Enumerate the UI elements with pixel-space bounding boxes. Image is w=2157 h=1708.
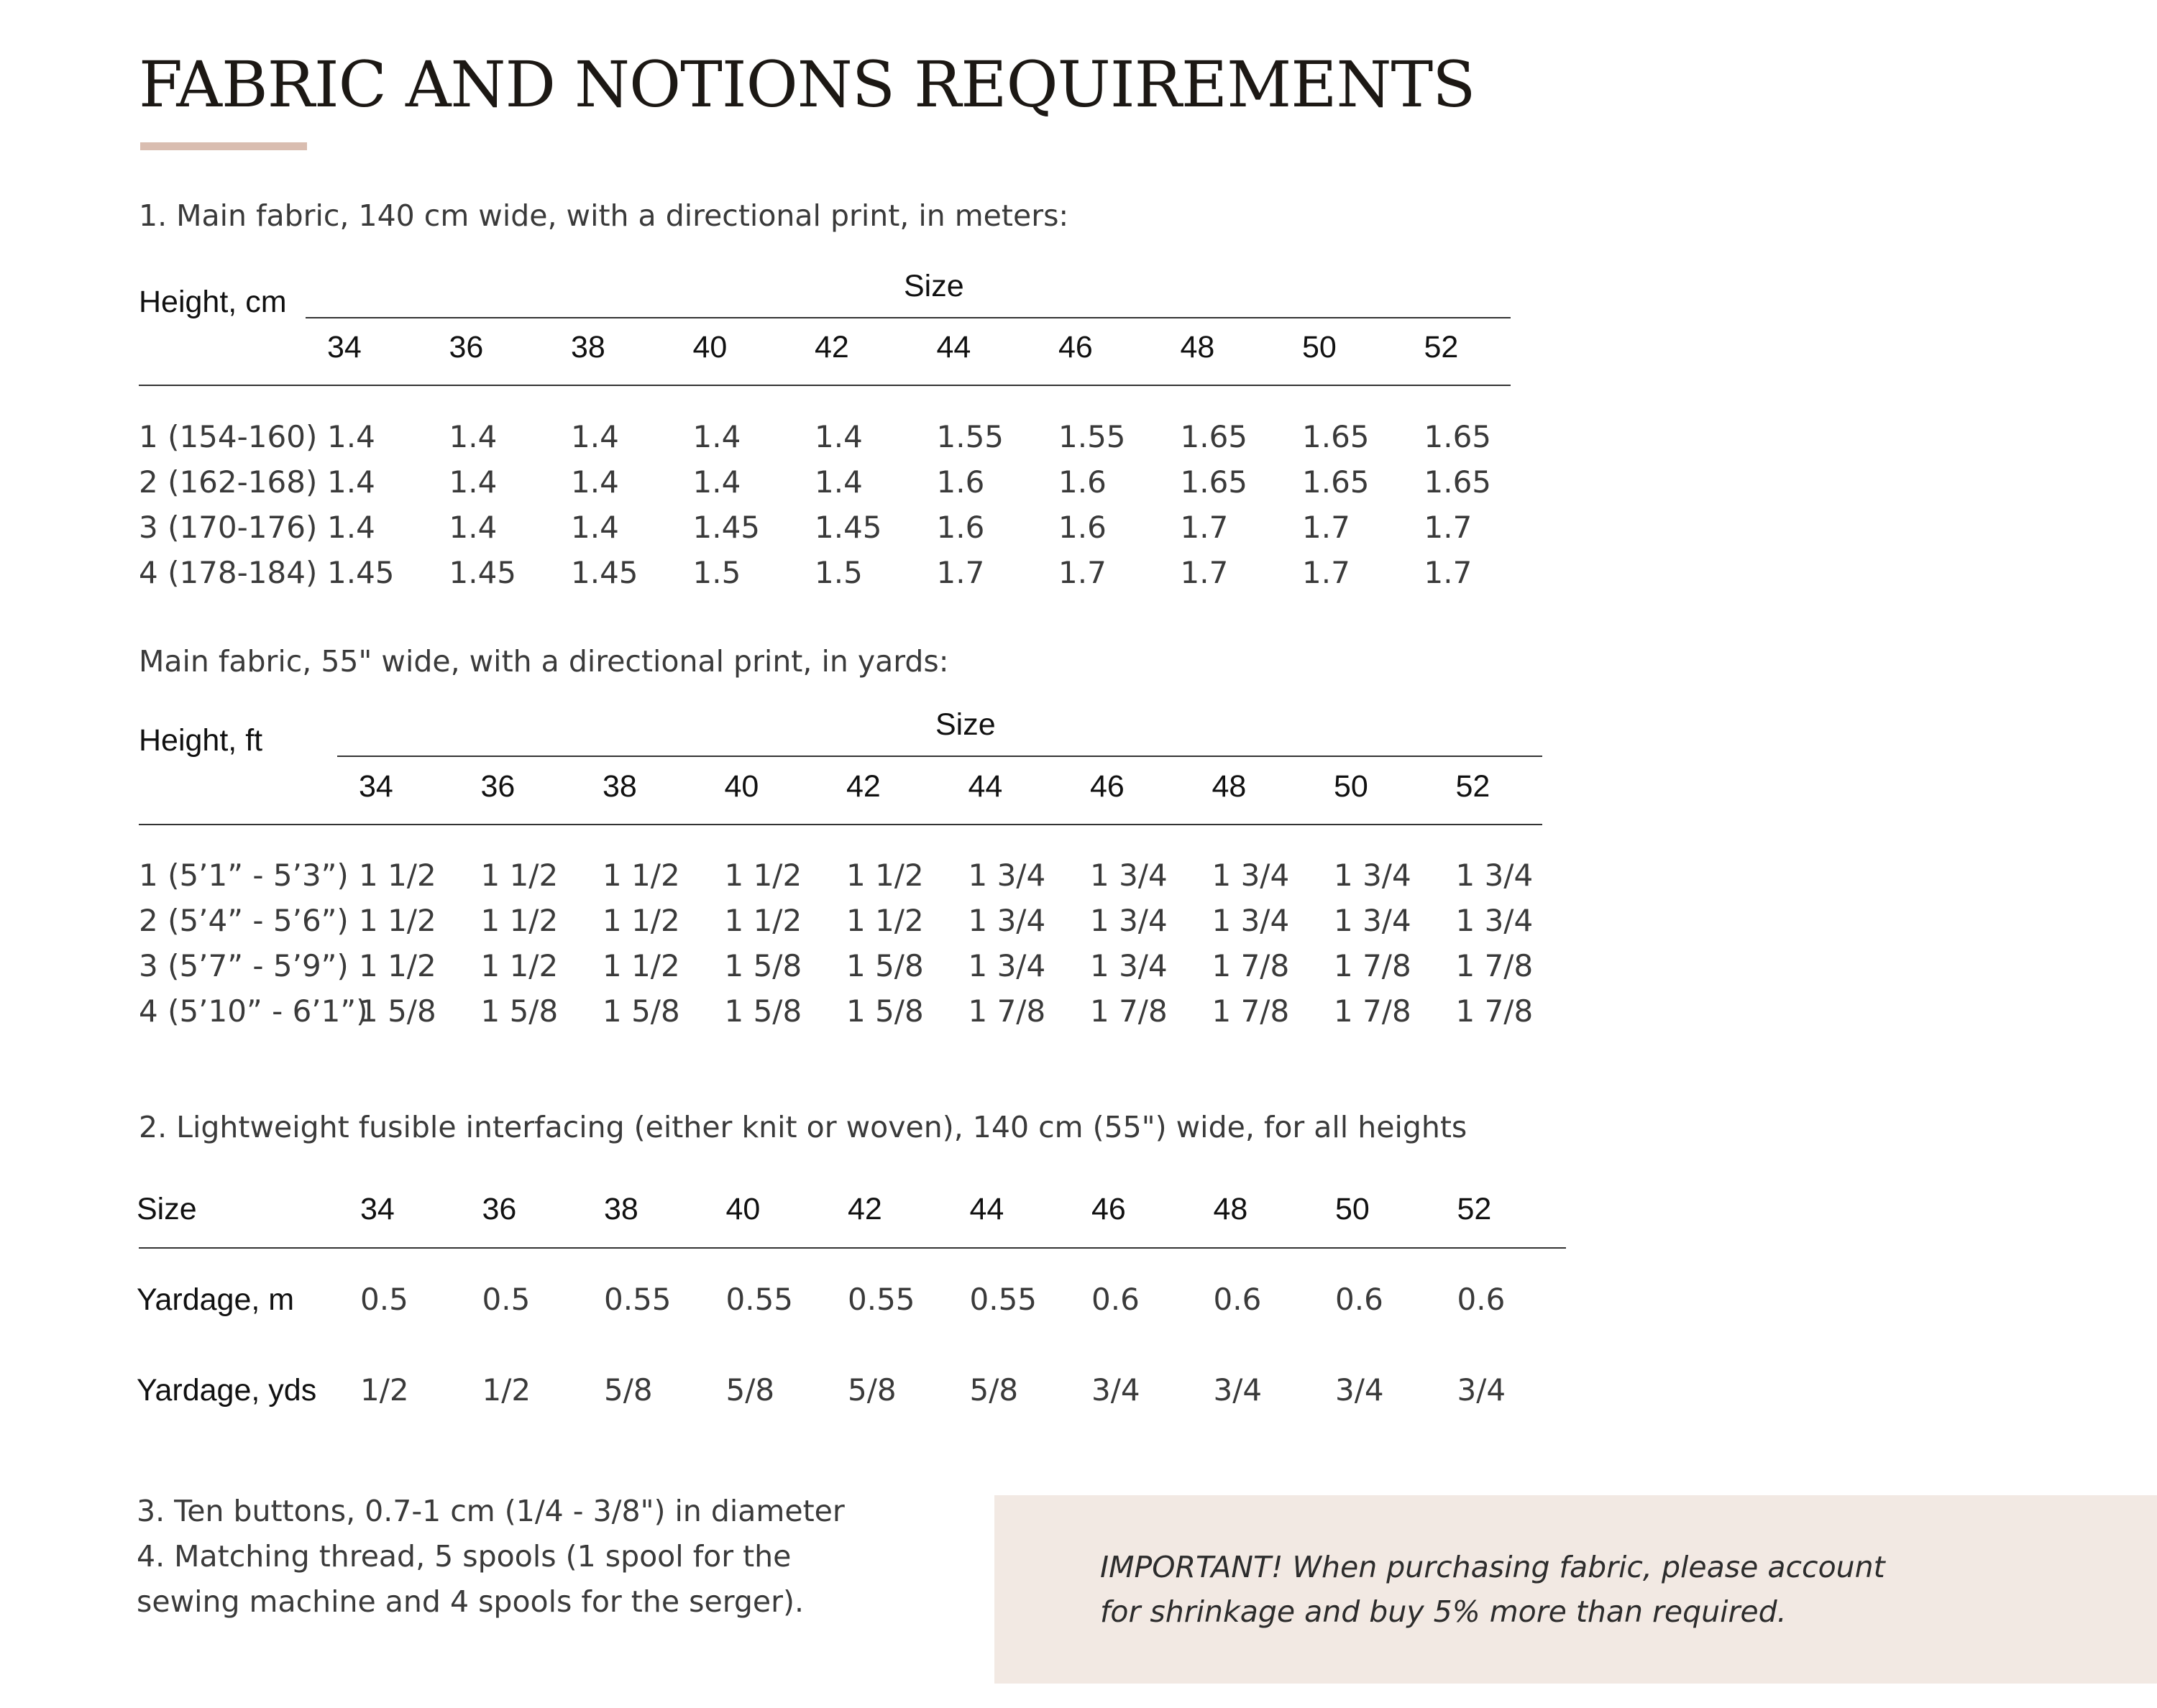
section1b-size-40: 40 [724, 769, 759, 804]
section1-table-cell: 1.65 [1302, 464, 1370, 500]
section1b-size-header: Size [935, 707, 996, 742]
section1b-row-label: 3 (5’7” - 5’9”) [139, 948, 349, 983]
section2-size-48: 48 [1213, 1192, 1248, 1226]
section2-table-cell: 0.55 [725, 1282, 794, 1317]
section2-table-cell: 0.55 [848, 1282, 915, 1317]
section1b-table-cell: 1 7/8 [1455, 948, 1534, 983]
section1b-table-cell: 1 1/2 [359, 858, 436, 893]
section2-size-42: 42 [848, 1192, 882, 1226]
section2-header-rule [139, 1247, 1566, 1249]
section1b-size-48: 48 [1212, 769, 1247, 804]
section1-table-cell: 1.4 [327, 419, 375, 454]
important-note-box [994, 1495, 2157, 1684]
section2-table-cell: 3/4 [1213, 1372, 1263, 1408]
notion-buttons: 3. Ten buttons, 0.7-1 cm (1/4 - 3/8") in diameter [137, 1494, 845, 1528]
section1-size-34: 34 [327, 330, 362, 364]
section1-row-header: Height, cm [139, 285, 287, 319]
section1b-table-cell: 1 5/8 [846, 948, 924, 983]
section1b-table-cell: 1 3/4 [1212, 858, 1290, 893]
section1-table-cell: 1.5 [692, 555, 741, 590]
section2-size-38: 38 [604, 1192, 638, 1226]
section1b-table-cell: 1 5/8 [724, 948, 802, 983]
section1b-table-cell: 1 3/4 [968, 903, 1046, 938]
section1b-table-cell: 1 1/2 [359, 903, 436, 938]
section1b-table-cell: 1 7/8 [1455, 993, 1534, 1029]
section1b-table-cell: 1 7/8 [1212, 948, 1290, 983]
section2-size-36: 36 [482, 1192, 517, 1226]
section1b-size-46: 46 [1090, 769, 1125, 804]
section1-table-cell: 1.7 [1180, 555, 1229, 590]
section1-table-cell: 1.7 [1302, 555, 1350, 590]
section1b-table-cell: 1 1/2 [603, 903, 680, 938]
section2-table-cell: 1/2 [360, 1372, 409, 1408]
section1-size-52: 52 [1424, 330, 1459, 364]
section1b-table-cell: 1 1/2 [480, 903, 559, 938]
section1-table-cell: 1.65 [1180, 464, 1248, 500]
section2-table-cell: 0.6 [1457, 1282, 1506, 1317]
section1b-table-cell: 1 7/8 [1090, 993, 1168, 1029]
section1b-table-cell: 1 3/4 [1334, 858, 1411, 893]
section1-row-label: 3 (170-176) [139, 510, 318, 545]
section1-table-cell: 1.4 [449, 510, 498, 545]
section2-size-44: 44 [969, 1192, 1004, 1226]
section1-table-cell: 1.7 [1302, 510, 1350, 545]
section1b-table-cell: 1 7/8 [1334, 993, 1411, 1029]
section1b-table-cell: 1 1/2 [480, 858, 559, 893]
section2-size-34: 34 [360, 1192, 395, 1226]
section1-table-cell: 1.55 [936, 419, 1004, 454]
section2-table-cell: 3/4 [1457, 1372, 1506, 1408]
section1-row-label: 4 (178-184) [139, 555, 318, 590]
section1-table-cell: 1.45 [327, 555, 395, 590]
section1-size-38: 38 [571, 330, 605, 364]
section1-table-cell: 1.6 [936, 510, 985, 545]
section1-table-cell: 1.5 [815, 555, 863, 590]
section1-table-cell: 1.6 [1058, 510, 1107, 545]
section1-table-cell: 1.4 [571, 464, 619, 500]
section1b-table-cell: 1 3/4 [1212, 903, 1290, 938]
section2-table-cell: 0.6 [1091, 1282, 1140, 1317]
important-line1-text: When purchasing fabric, please account [1283, 1550, 1885, 1584]
section1-size-40: 40 [692, 330, 728, 364]
section2-table-cell: 0.55 [969, 1282, 1038, 1317]
section2-caption: 2. Lightweight fusible interfacing (either knit or woven), 140 cm (55") wide, for all heights [139, 1110, 1467, 1144]
section1b-table-cell: 1 1/2 [603, 948, 680, 983]
section1b-size-44: 44 [968, 769, 1003, 804]
section2-row-label: Yardage, m [137, 1282, 295, 1317]
section1-table-cell: 1.45 [571, 555, 638, 590]
title-accent-bar [140, 142, 307, 150]
section2-table-cell: 0.55 [604, 1282, 672, 1317]
section1b-row-label: 4 (5’10” - 6’1”) [139, 993, 368, 1029]
section2-table-cell: 1/2 [482, 1372, 531, 1408]
section2-table-cell: 5/8 [725, 1372, 775, 1408]
page-title: FABRIC AND NOTIONS REQUIREMENTS [139, 47, 1475, 121]
section1b-size-36: 36 [480, 769, 516, 804]
section1b-table-cell: 1 1/2 [724, 903, 802, 938]
section1b-table-cell: 1 3/4 [1090, 948, 1168, 983]
section1-table-cell: 1.65 [1180, 419, 1248, 454]
section2-size-50: 50 [1335, 1192, 1370, 1226]
section1-size-48: 48 [1180, 330, 1215, 364]
section1b-size-52: 52 [1455, 769, 1490, 804]
notion-thread-line2: sewing machine and 4 spools for the serger). [137, 1584, 804, 1619]
section1-table-cell: 1.55 [1058, 419, 1126, 454]
section1-table-cell: 1.45 [692, 510, 761, 545]
section2-table-cell: 0.6 [1335, 1282, 1383, 1317]
section1b-table-cell: 1 5/8 [846, 993, 924, 1029]
section1b-table-cell: 1 3/4 [1090, 858, 1168, 893]
section1b-table-cell: 1 1/2 [359, 948, 436, 983]
section1-table-cell: 1.7 [1424, 510, 1473, 545]
section1-table-cell: 1.4 [327, 464, 375, 500]
section1b-size-34: 34 [359, 769, 393, 804]
section1b-table-cell: 1 7/8 [968, 993, 1046, 1029]
section1-table-cell: 1.4 [449, 419, 498, 454]
important-note-line1 [1100, 1546, 1885, 1589]
section1b-size-50: 50 [1334, 769, 1368, 804]
section1-size-44: 44 [936, 330, 971, 364]
section2-table-cell: 0.6 [1213, 1282, 1262, 1317]
section1-row-label: 1 (154-160) [139, 419, 318, 454]
section1-table-cell: 1.4 [571, 510, 619, 545]
section1-table-cell: 1.45 [449, 555, 517, 590]
section1b-table-cell: 1 1/2 [846, 903, 924, 938]
section1b-table-cell: 1 1/2 [480, 948, 559, 983]
section1-table-cell: 1.65 [1424, 419, 1492, 454]
section1b-table-cell: 1 1/2 [846, 858, 924, 893]
section1b-row-label: 2 (5’4” - 5’6”) [139, 903, 349, 938]
section1-header-rule [139, 385, 1511, 386]
important-note-line2: for shrinkage and buy 5% more than required. [1100, 1594, 1787, 1629]
section1b-table-cell: 1 5/8 [724, 993, 802, 1029]
section1-size-36: 36 [449, 330, 484, 364]
section1b-caption: Main fabric, 55" wide, with a directional print, in yards: [139, 644, 949, 679]
section1b-table-cell: 1 1/2 [603, 858, 680, 893]
section1-table-cell: 1.4 [692, 464, 741, 500]
section2-table-cell: 3/4 [1091, 1372, 1140, 1408]
section1b-table-cell: 1 5/8 [603, 993, 680, 1029]
section1-size-46: 46 [1058, 330, 1093, 364]
section1b-header-rule [139, 824, 1542, 825]
section1-row-label: 2 (162-168) [139, 464, 318, 500]
section1b-table-cell: 1 3/4 [968, 858, 1046, 893]
section1-table-cell: 1.7 [936, 555, 985, 590]
section1-table-cell: 1.6 [936, 464, 985, 500]
section2-table-cell: 5/8 [604, 1372, 653, 1408]
section1-size-header: Size [904, 269, 964, 303]
section1-table-cell: 1.65 [1424, 464, 1492, 500]
section2-size-52: 52 [1457, 1192, 1492, 1226]
section1-size-50: 50 [1302, 330, 1337, 364]
section2-size-46: 46 [1091, 1192, 1126, 1226]
section2-table-cell: 0.5 [482, 1282, 531, 1317]
section2-size-header: Size [137, 1192, 197, 1226]
important-label: IMPORTANT! [1100, 1550, 1283, 1584]
section1b-row-label: 1 (5’1” - 5’3”) [139, 858, 349, 893]
section1-table-cell: 1.6 [1058, 464, 1107, 500]
section1b-size-42: 42 [846, 769, 881, 804]
section1b-table-cell: 1 3/4 [1334, 903, 1411, 938]
section1b-table-cell: 1 7/8 [1212, 993, 1290, 1029]
section1-size-42: 42 [815, 330, 849, 364]
section1-table-cell: 1.7 [1180, 510, 1229, 545]
section2-size-40: 40 [725, 1192, 761, 1226]
section1b-table-cell: 1 3/4 [1455, 858, 1534, 893]
section1-table-cell: 1.65 [1302, 419, 1370, 454]
section1b-table-cell: 1 5/8 [359, 993, 436, 1029]
section2-row-label: Yardage, yds [137, 1373, 317, 1408]
section1b-size-38: 38 [603, 769, 637, 804]
section1b-size-rule [337, 756, 1542, 757]
section1-table-cell: 1.4 [327, 510, 375, 545]
section1-table-cell: 1.45 [815, 510, 882, 545]
section1b-table-cell: 1 7/8 [1334, 948, 1411, 983]
section1-caption: 1. Main fabric, 140 cm wide, with a directional print, in meters: [139, 198, 1069, 233]
section1b-row-header: Height, ft [139, 723, 263, 758]
section1b-table-cell: 1 3/4 [1455, 903, 1534, 938]
section1-table-cell: 1.4 [815, 419, 863, 454]
section2-table-cell: 5/8 [969, 1372, 1019, 1408]
section1-table-cell: 1.4 [692, 419, 741, 454]
section2-table-cell: 0.5 [360, 1282, 408, 1317]
section1b-table-cell: 1 1/2 [724, 858, 802, 893]
notion-thread-line1: 4. Matching thread, 5 spools (1 spool for the [137, 1539, 792, 1574]
section1-table-cell: 1.4 [571, 419, 619, 454]
section1b-table-cell: 1 5/8 [480, 993, 559, 1029]
section1b-table-cell: 1 3/4 [1090, 903, 1168, 938]
section1-table-cell: 1.7 [1058, 555, 1107, 590]
section2-table-cell: 5/8 [848, 1372, 897, 1408]
section1-size-rule [306, 317, 1511, 318]
section2-table-cell: 3/4 [1335, 1372, 1384, 1408]
section1-table-cell: 1.4 [449, 464, 498, 500]
section1-table-cell: 1.7 [1424, 555, 1473, 590]
section1-table-cell: 1.4 [815, 464, 863, 500]
section1b-table-cell: 1 3/4 [968, 948, 1046, 983]
